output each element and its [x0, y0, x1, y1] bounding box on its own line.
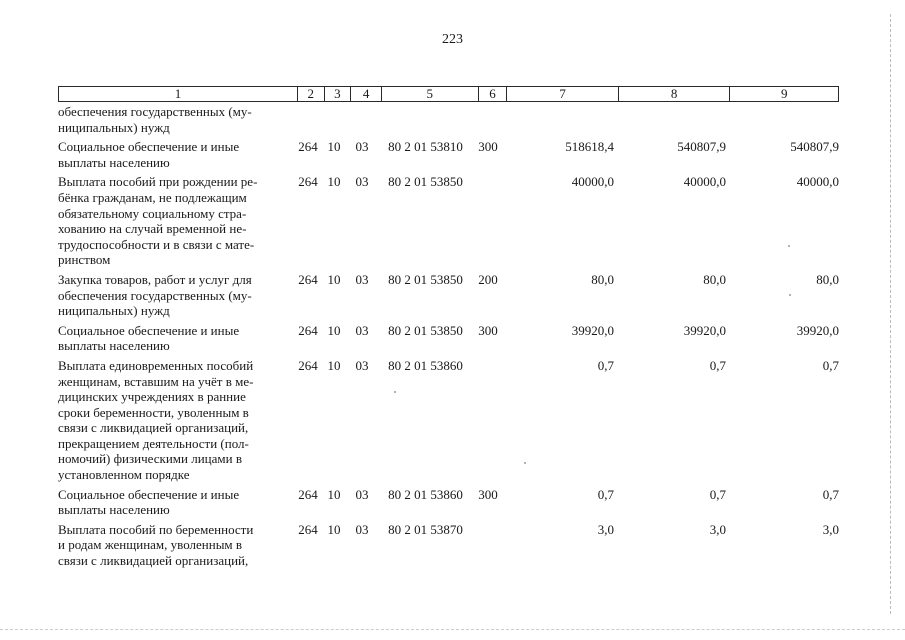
- table-row: [58, 174, 839, 268]
- amount-col-9: 0,7: [822, 357, 839, 373]
- scan-speck: [788, 245, 790, 247]
- header-col-8: 8: [618, 87, 730, 101]
- row-description: [58, 522, 295, 569]
- amount-col-7: 80,0: [591, 271, 614, 287]
- description-line: связи с ликвидацией организаций,: [58, 420, 249, 436]
- amount-col-9: 540807,9: [790, 139, 839, 155]
- amount-col-9: 40000,0: [796, 174, 839, 190]
- target-article-code: 80 2 01 53810: [388, 139, 463, 155]
- table-body: [58, 104, 839, 573]
- description-line: дицинских учреждениях в ранние: [58, 389, 246, 405]
- description-line: выплаты населению: [58, 338, 170, 354]
- amount-col-8: 0,7: [709, 357, 726, 373]
- subsection-code: 03: [355, 174, 369, 190]
- description-line: выплаты населению: [58, 154, 170, 170]
- description-line: обеспечения государственных (му-: [58, 287, 252, 303]
- scan-edge-right: [889, 14, 891, 614]
- amount-col-8: 39920,0: [683, 322, 726, 338]
- subsection-code: 03: [355, 521, 369, 537]
- description-line: Социальное обеспечение и иные: [58, 139, 240, 155]
- description-line: установленном порядке: [58, 467, 190, 483]
- amount-col-9: 3,0: [822, 521, 839, 537]
- row-description: [58, 272, 295, 319]
- chapter-code: 10: [327, 322, 341, 338]
- amount-col-9: 80,0: [816, 271, 839, 287]
- description-line: связи с ликвидацией организаций,: [58, 553, 249, 569]
- table-row: [58, 522, 839, 569]
- description-line: бёнка гражданам, не подлежащим: [58, 189, 247, 205]
- target-article-code: 80 2 01 53870: [388, 521, 463, 537]
- subsection-code: 03: [355, 357, 369, 373]
- table-row: [58, 104, 839, 135]
- amount-col-7: 40000,0: [571, 174, 614, 190]
- description-line: Социальное обеспечение и иные: [58, 322, 240, 338]
- expense-type-code: 300: [478, 139, 498, 155]
- table-row: [58, 323, 839, 354]
- row-description: [58, 323, 295, 354]
- table-header: [58, 86, 839, 102]
- description-line: прекращением деятельности (пол-: [58, 435, 249, 451]
- scan-speck: [789, 294, 791, 296]
- expense-type-code: 300: [478, 322, 498, 338]
- header-col-1: 1: [174, 86, 182, 101]
- header-col-6: 6: [478, 87, 507, 101]
- amount-col-7: 39920,0: [571, 322, 614, 338]
- description-line: ниципальных) нужд: [58, 119, 170, 135]
- chapter-code: 10: [327, 174, 341, 190]
- description-line: хованию на случай временной не-: [58, 221, 247, 237]
- table-row: [58, 139, 839, 170]
- chapter-code: 10: [327, 486, 341, 502]
- amount-col-8: 540807,9: [677, 139, 726, 155]
- description-line: и родам женщинам, уволенным в: [58, 537, 243, 553]
- section-code: 264: [298, 521, 318, 537]
- description-line: выплаты населению: [58, 502, 170, 518]
- subsection-code: 03: [355, 322, 369, 338]
- description-line: женщинам, вставшим на учёт в ме-: [58, 373, 254, 389]
- description-line: ринством: [58, 252, 111, 268]
- chapter-code: 10: [327, 271, 341, 287]
- target-article-code: 80 2 01 53850: [388, 271, 463, 287]
- header-col-2: 2: [297, 87, 324, 101]
- amount-col-8: 3,0: [709, 521, 726, 537]
- table-row: [58, 487, 839, 518]
- amount-col-7: 0,7: [597, 486, 614, 502]
- target-article-code: 80 2 01 53850: [388, 174, 463, 190]
- section-code: 264: [298, 271, 318, 287]
- description-line: обеспечения государственных (му-: [58, 104, 252, 119]
- expense-type-code: 200: [478, 271, 498, 287]
- description-line: Выплата пособий при рождении ре-: [58, 174, 258, 190]
- chapter-code: 10: [327, 521, 341, 537]
- amount-col-7: 3,0: [597, 521, 614, 537]
- scan-speck: [524, 462, 526, 464]
- amount-col-9: 0,7: [822, 486, 839, 502]
- table-row: [58, 358, 839, 483]
- target-article-code: 80 2 01 53850: [388, 322, 463, 338]
- description-line: номочий) физическими лицами в: [58, 451, 242, 467]
- chapter-code: 10: [327, 357, 341, 373]
- subsection-code: 03: [355, 271, 369, 287]
- description-line: Закупка товаров, работ и услуг для: [58, 271, 252, 287]
- section-code: 264: [298, 486, 318, 502]
- description-line: сроки беременности, уволенным в: [58, 404, 249, 420]
- row-description: [58, 104, 295, 135]
- amount-col-9: 39920,0: [796, 322, 839, 338]
- scan-edge-bottom: [0, 628, 905, 630]
- section-code: 264: [298, 357, 318, 373]
- description-line: ниципальных) нужд: [58, 303, 170, 319]
- table-row: [58, 272, 839, 319]
- header-col-4: 4: [350, 87, 381, 101]
- target-article-code: 80 2 01 53860: [388, 357, 463, 373]
- description-line: Социальное обеспечение и иные: [58, 486, 240, 502]
- header-col-9: 9: [729, 87, 838, 101]
- subsection-code: 03: [355, 139, 369, 155]
- section-code: 264: [298, 174, 318, 190]
- page-number: 223: [442, 32, 463, 47]
- amount-col-8: 80,0: [703, 271, 726, 287]
- description-line: Выплата пособий по беременности: [58, 521, 254, 537]
- amount-col-7: 0,7: [597, 357, 614, 373]
- row-description: [58, 174, 295, 268]
- scan-speck: [394, 391, 396, 393]
- description-line: трудоспособности и в связи с мате-: [58, 236, 255, 252]
- row-description: [58, 139, 295, 170]
- amount-col-7: 518618,4: [565, 139, 614, 155]
- amount-col-8: 0,7: [709, 486, 726, 502]
- subsection-code: 03: [355, 486, 369, 502]
- section-code: 264: [298, 139, 318, 155]
- description-line: Выплата единовременных пособий: [58, 357, 254, 373]
- header-col-5: 5: [381, 87, 478, 101]
- description-line: обязательному социальному стра-: [58, 205, 247, 221]
- section-code: 264: [298, 322, 318, 338]
- row-description: [58, 358, 295, 483]
- header-col-7: 7: [506, 87, 618, 101]
- amount-col-8: 40000,0: [683, 174, 726, 190]
- expense-type-code: 300: [478, 486, 498, 502]
- target-article-code: 80 2 01 53860: [388, 486, 463, 502]
- row-description: [58, 487, 295, 518]
- header-col-3: 3: [324, 87, 351, 101]
- chapter-code: 10: [327, 139, 341, 155]
